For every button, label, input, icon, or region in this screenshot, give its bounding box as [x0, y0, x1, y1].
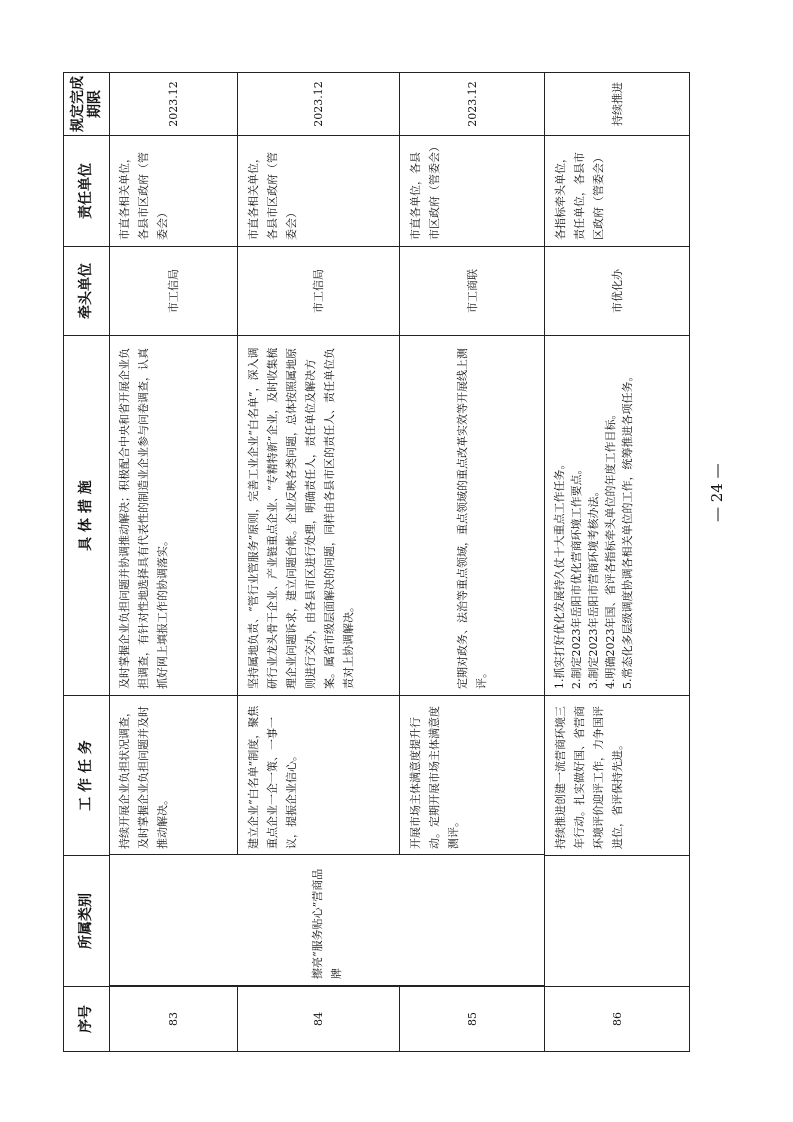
row-category-empty — [545, 855, 689, 986]
header-seq: 序号 — [64, 986, 109, 1051]
measure-item: 2.制定2023年岳阳市优化营商环境工作要点。 — [570, 463, 583, 689]
header-deadline: 规定完成期限 — [69, 76, 103, 132]
row-measures: 及时掌握企业负担问题并协调推动解决；积极配合中央和省开展企业负担调查，有针对性地选择具有代表性的制造业企业参与问卷调查，认真抓好网上填报工作的协调落实。 — [109, 335, 237, 695]
row-seq: 85 — [400, 986, 544, 1051]
row-task: 建立企业“白名单”制度，聚焦重点企业一企一策、一事一议，提振企业信心。 — [238, 695, 399, 855]
header-responsible: 责任单位 — [64, 135, 109, 246]
measures-table — [63, 72, 690, 1052]
row-responsible: 市直各相关单位，各县市区政府（管委会） — [238, 135, 399, 246]
page-number: — 24 — — [708, 463, 726, 522]
row-deadline: 2023.12 — [166, 81, 180, 127]
row-lead: 市工信局 — [109, 246, 237, 335]
row-responsible: 市直各单位，各县市区政府（管委会） — [400, 135, 544, 246]
row-task: 开展市场主体满意度提升行动。定期开展市场主体满意度测评。 — [400, 695, 544, 855]
category-divider — [109, 985, 545, 986]
measure-item: 5.常态化多层级调度协调各相关单位的工作，统筹推进各项任务。 — [621, 370, 634, 689]
header-task: 工 作 任 务 — [64, 695, 109, 855]
measure-item: 1.抓实打好优化发展持久仗十大重点工作任务。 — [553, 458, 566, 689]
table-header-row — [64, 73, 110, 1051]
row-measures — [545, 335, 689, 695]
row-responsible: 市直各相关单位，各县市区政府（管委会） — [109, 135, 237, 246]
row-measures: 坚持属地负责、“管行业管服务”原则，完善工业企业“白名单”，深入调研行业龙头骨干企业、产业链重点企业、“专精特新”企业，及时收集梳理企业问题诉求，建立问题台帐。企业反映各类问题，总体按照属地原则进行交办，由各县市区进行处理，明确责任人，责任单位及解决方案。属省市级层面解决的问题，同样由各县市区的责任人、责任单位负责对上协调解决。 — [238, 335, 399, 695]
table-row — [545, 73, 689, 1051]
row-lead: 市工信局 — [238, 246, 399, 335]
category-cell: 擦亮“服务贴心”营商品牌 — [110, 855, 544, 985]
row-task: 持续推进创建一流营商环境三年行动。扎实做好国、省营商环境评价迎评工作，力争国评进位，省评保持先进。 — [545, 695, 689, 855]
header-lead: 牵头单位 — [64, 246, 109, 335]
row-lead: 市工商联 — [400, 246, 544, 335]
row-seq: 83 — [109, 986, 237, 1051]
category-right-border — [109, 854, 545, 855]
measure-item: 4.明确2023年国、省评各指标牵头单位的年度工作目标。 — [604, 408, 617, 689]
row-measures: 定期对政务、法治等重点领域，重点领域的重点改革实效等开展线上测评。 — [400, 335, 544, 695]
row-responsible: 各指标牵头单位，责任单位，各县市区政府（管委会） — [545, 135, 689, 246]
header-measures: 具 体 措 施 — [64, 335, 109, 695]
row-lead: 市优化办 — [545, 246, 689, 335]
row-seq: 86 — [545, 986, 689, 1051]
row-task: 持续开展企业负担状况调查，及时掌握企业负担问题并及时推动解决。 — [109, 695, 237, 855]
row-seq: 84 — [238, 986, 399, 1051]
header-category: 所属类别 — [64, 855, 109, 986]
row-deadline: 持续推进 — [610, 82, 624, 126]
measure-item: 3.制定2023年岳阳市营商环境考核办法。 — [587, 485, 600, 689]
row-deadline: 2023.12 — [312, 81, 325, 127]
row-deadline: 2023.12 — [465, 81, 479, 127]
